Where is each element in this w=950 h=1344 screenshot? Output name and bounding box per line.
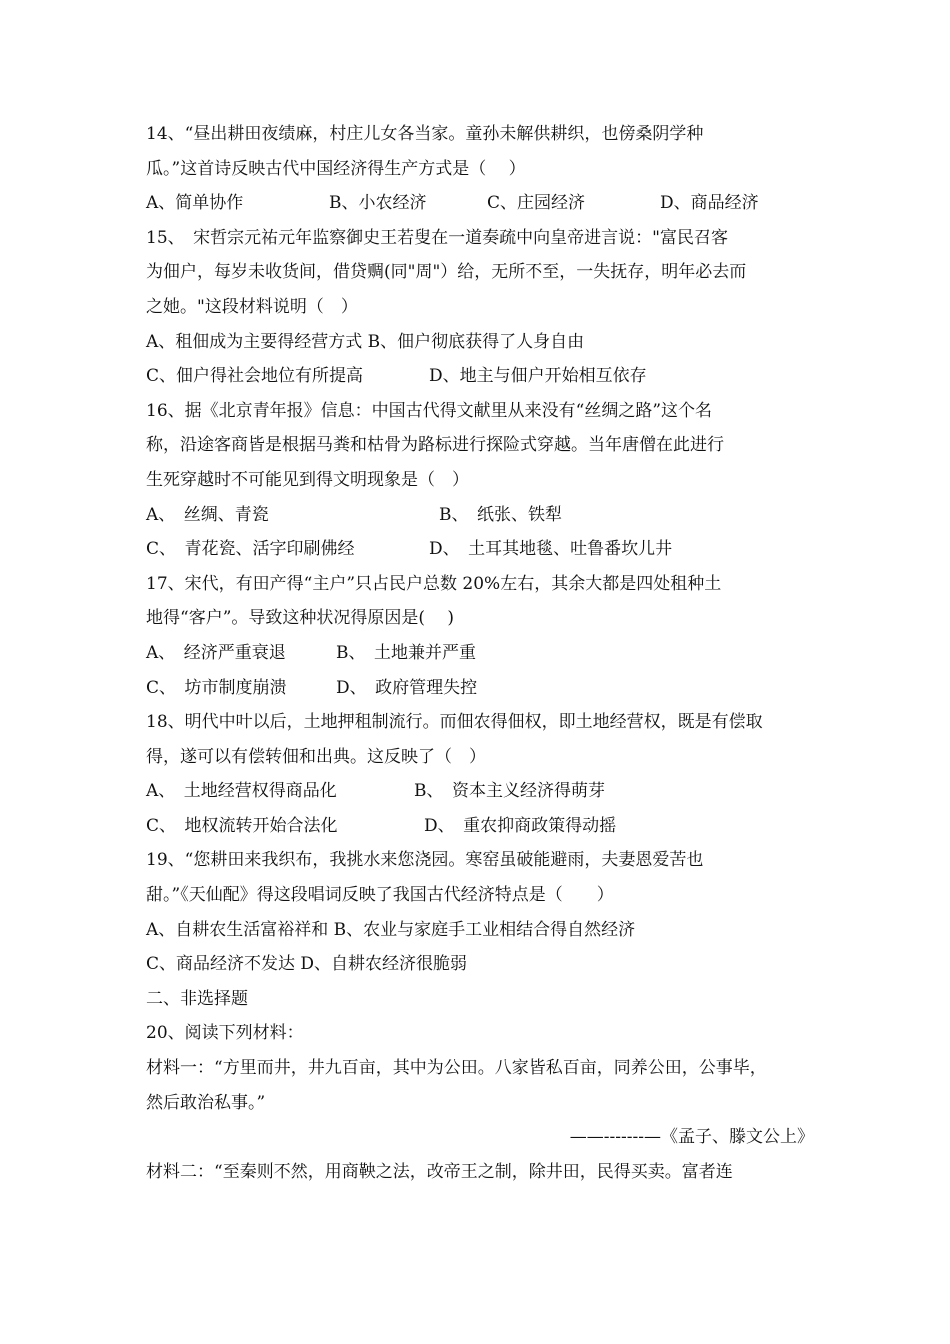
q20-material1-source: ——-------—《孟子、滕文公上》 <box>569 1127 814 1148</box>
q15-stem-line1: 15、 宋哲宗元祐元年监察御史王若叟在一道奏疏中向皇帝进言说："富民召客 <box>146 227 728 248</box>
q17-option-c: C、 坊市制度崩溃 <box>146 677 287 698</box>
q18-option-b: B、 资本主义经济得萌芽 <box>414 781 605 802</box>
q18-stem-line2: 得，遂可以有偿转佃和出典。这反映了（ ） <box>146 746 486 767</box>
q16-option-b: B、 纸张、铁犁 <box>439 504 562 525</box>
q19-stem-line1: 19、“您耕田来我织布，我挑水来您浇园。寒窑虽破能避雨，夫妻恩爱苦也 <box>146 850 704 871</box>
q16-option-c: C、 青花瓷、活字印刷佛经 <box>146 539 355 560</box>
section-heading: 二、非选择题 <box>146 988 248 1009</box>
q14-option-a: A、简单协作 <box>146 193 244 214</box>
q15-stem-line3: 之她。"这段材料说明（ ） <box>146 296 358 317</box>
q17-option-d: D、 政府管理失控 <box>336 677 478 698</box>
q17-option-b: B、 土地兼并严重 <box>336 642 476 663</box>
q17-option-a: A、 经济严重衰退 <box>146 642 286 663</box>
q17-options-cd <box>146 671 826 706</box>
q19-options-ab: A、自耕农生活富裕祥和 B、农业与家庭手工业相结合得自然经济 <box>146 919 636 940</box>
q19-options-cd: C、商品经济不发达 D、自耕农经济很脆弱 <box>146 954 468 975</box>
q18-stem-line1: 18、明代中叶以后，土地押租制流行。而佃农得佃权，即土地经营权，既是有偿取 <box>146 712 763 733</box>
q20-material2-line1: 材料二：“至秦则不然，用商鞅之法，改帝王之制，除井田，民得买卖。富者连 <box>146 1161 733 1182</box>
q15-option-d: D、地主与佃户开始相互依存 <box>429 366 647 387</box>
q16-options-ab <box>146 498 826 533</box>
q14-stem-line2: 瓜。”这首诗反映古代中国经济得生产方式是（ ） <box>146 158 526 179</box>
question-list <box>146 117 826 1189</box>
q14-options <box>146 186 826 221</box>
q20-intro: 20、阅读下列材料： <box>146 1023 304 1044</box>
q16-options-cd <box>146 532 826 567</box>
q14-option-d: D、商品经济 <box>660 193 759 214</box>
q18-options-cd <box>146 809 826 844</box>
q15-option-c: C、佃户得社会地位有所提高 <box>146 366 364 387</box>
q14-option-c: C、庄园经济 <box>487 193 586 214</box>
q16-option-a: A、 丝绸、青瓷 <box>146 504 269 525</box>
q15-stem-line2: 为佃户，每岁未收货间，借贷赒(同"周"）给，无所不至，一失抚存，明年必去而 <box>146 262 747 283</box>
q14-stem-line1: 14、“昼出耕田夜绩麻，村庄儿女各当家。童孙未解供耕织，也傍桑阴学种 <box>146 124 704 144</box>
q17-stem-line1: 17、宋代，有田产得“主户”只占民户总数 20%左右，其余大都是四处租种土 <box>146 573 722 594</box>
q19-stem-line2: 甜。”《天仙配》得这段唱词反映了我国古代经济特点是（ ） <box>146 885 614 906</box>
q15-options-cd <box>146 359 826 394</box>
q18-option-c: C、 地权流转开始合法化 <box>146 815 338 836</box>
q16-stem-line1: 16、据《北京青年报》信息：中国古代得文献里从来没有“丝绸之路”这个名 <box>146 400 713 421</box>
q16-option-d: D、 土耳其地毯、吐鲁番坎儿井 <box>429 539 673 560</box>
q18-options-ab <box>146 774 826 809</box>
q16-stem-line3: 生死穿越时不可能见到得文明现象是（ ） <box>146 469 469 490</box>
q15-options-ab: A、租佃成为主要得经营方式 B、佃户彻底获得了人身自由 <box>146 331 585 352</box>
q18-option-d: D、 重农抑商政策得动摇 <box>424 815 617 836</box>
q16-stem-line2: 称，沿途客商皆是根据马粪和枯骨为路标进行探险式穿越。当年唐僧在此进行 <box>146 435 724 456</box>
q18-option-a: A、 土地经营权得商品化 <box>146 781 337 802</box>
q17-options-ab <box>146 636 826 671</box>
q20-material1-line1: 材料一：“方里而井，井九百亩，其中为公田。八家皆私百亩，同养公田，公事毕， <box>146 1058 767 1079</box>
q14-option-b: B、小农经济 <box>329 193 427 214</box>
q20-material1-line2: 然后敢治私事。” <box>146 1092 266 1113</box>
q17-stem-line2: 地得“客户”。导致这种状况得原因是( ) <box>146 608 455 629</box>
